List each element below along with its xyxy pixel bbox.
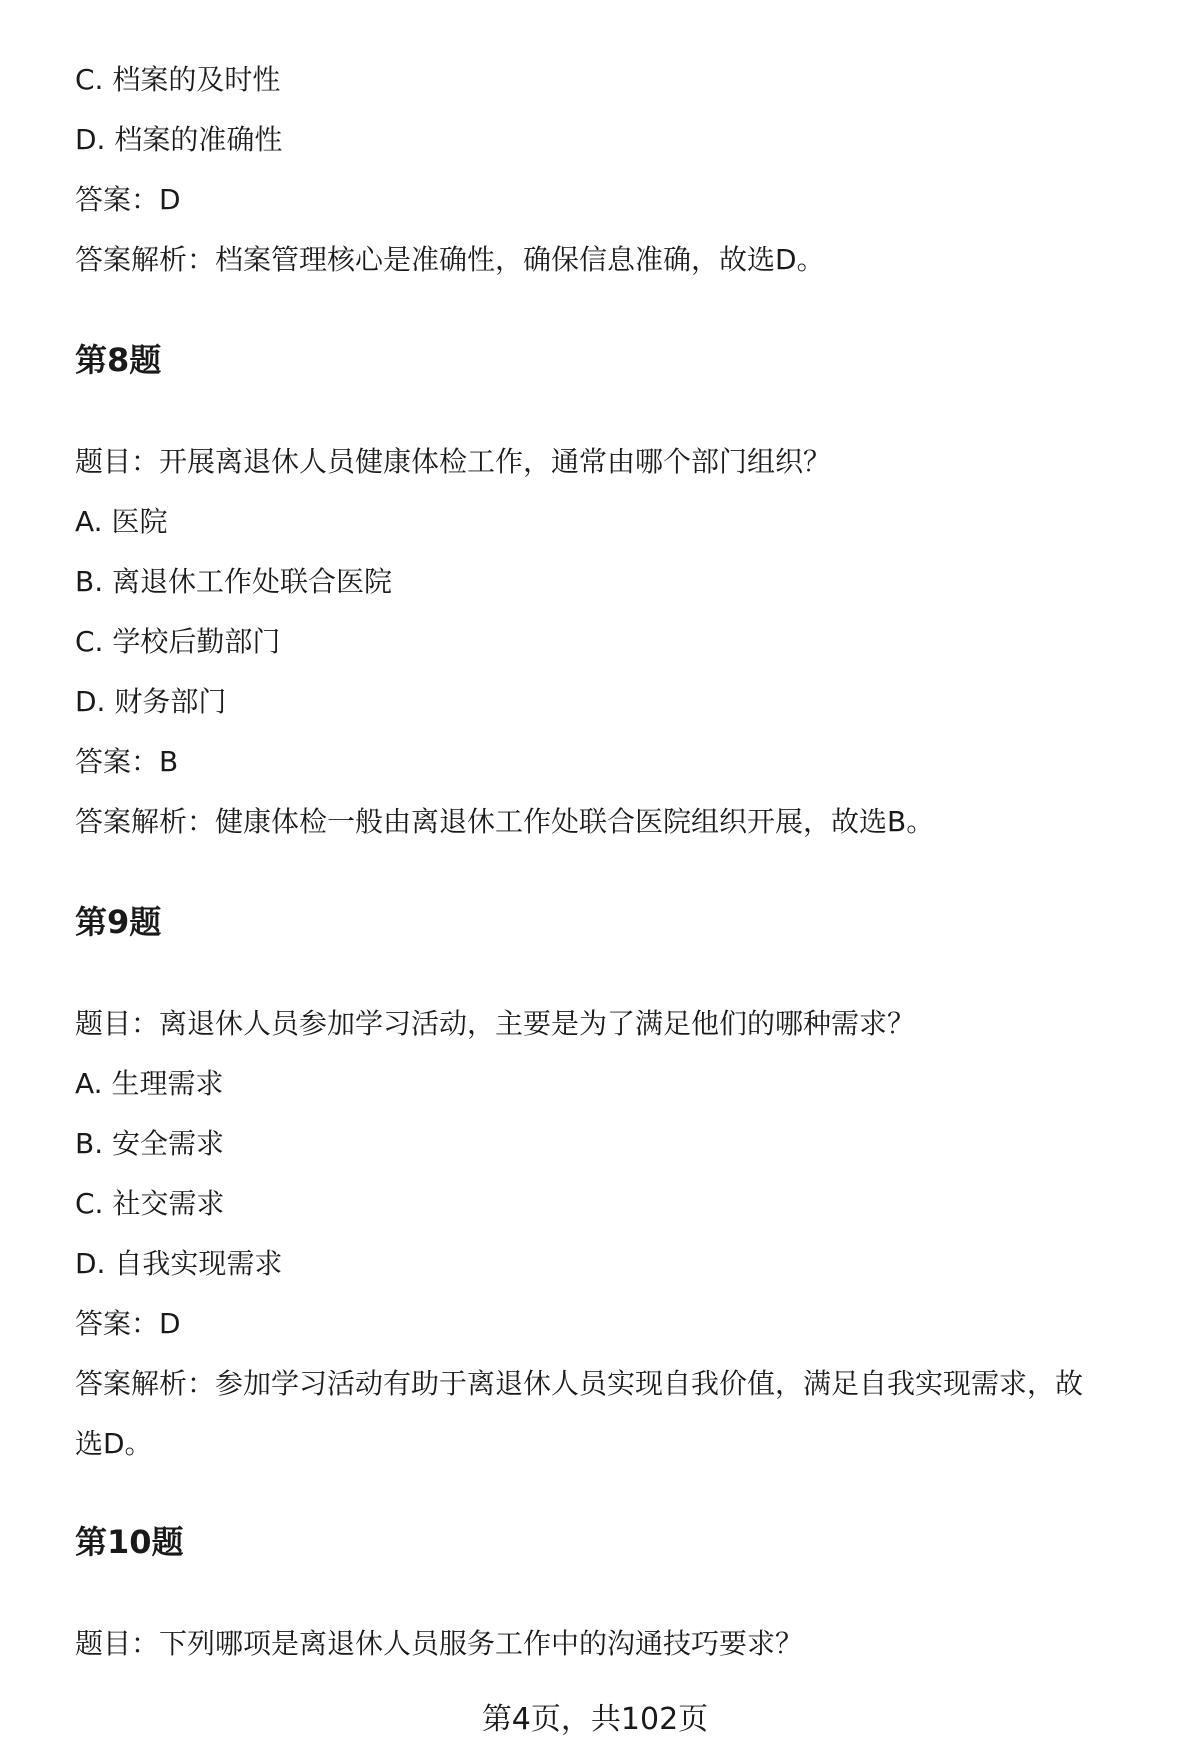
q9-option-d: D. 自我实现需求 <box>75 1247 283 1280</box>
q8-option-b: B. 离退休工作处联合医院 <box>75 565 393 598</box>
q7-answer: 答案：D <box>75 183 181 216</box>
q10-question: 题目：下列哪项是离退休人员服务工作中的沟通技巧要求？ <box>75 1627 804 1660</box>
q10-heading: 第10题 <box>75 1523 184 1561</box>
q8-option-a: A. 医院 <box>75 505 168 538</box>
q9-explanation-line2: 选D。 <box>75 1427 153 1460</box>
q9-heading: 第9题 <box>75 903 162 941</box>
q7-option-c: C. 档案的及时性 <box>75 63 281 96</box>
q8-answer: 答案：B <box>75 745 179 778</box>
q8-option-c: C. 学校后勤部门 <box>75 625 281 658</box>
q8-question: 题目：开展离退休人员健康体检工作，通常由哪个部门组织？ <box>75 445 832 478</box>
q8-option-d: D. 财务部门 <box>75 685 227 718</box>
page-number-footer: 第4页，共102页 <box>481 1702 709 1737</box>
q9-explanation-line1: 答案解析：参加学习活动有助于离退休人员实现自我价值，满足自我实现需求，故 <box>75 1367 1084 1400</box>
q9-question: 题目：离退休人员参加学习活动，主要是为了满足他们的哪种需求？ <box>75 1007 916 1040</box>
q7-explanation: 答案解析：档案管理核心是准确性，确保信息准确，故选D。 <box>75 243 825 276</box>
q8-heading: 第8题 <box>75 341 162 379</box>
q9-option-a: A. 生理需求 <box>75 1067 224 1100</box>
q9-option-b: B. 安全需求 <box>75 1127 225 1160</box>
q9-option-c: C. 社交需求 <box>75 1187 225 1220</box>
q7-option-d: D. 档案的准确性 <box>75 123 283 156</box>
q8-explanation: 答案解析：健康体检一般由离退休工作处联合医院组织开展，故选B。 <box>75 805 935 838</box>
q9-answer: 答案：D <box>75 1307 181 1340</box>
